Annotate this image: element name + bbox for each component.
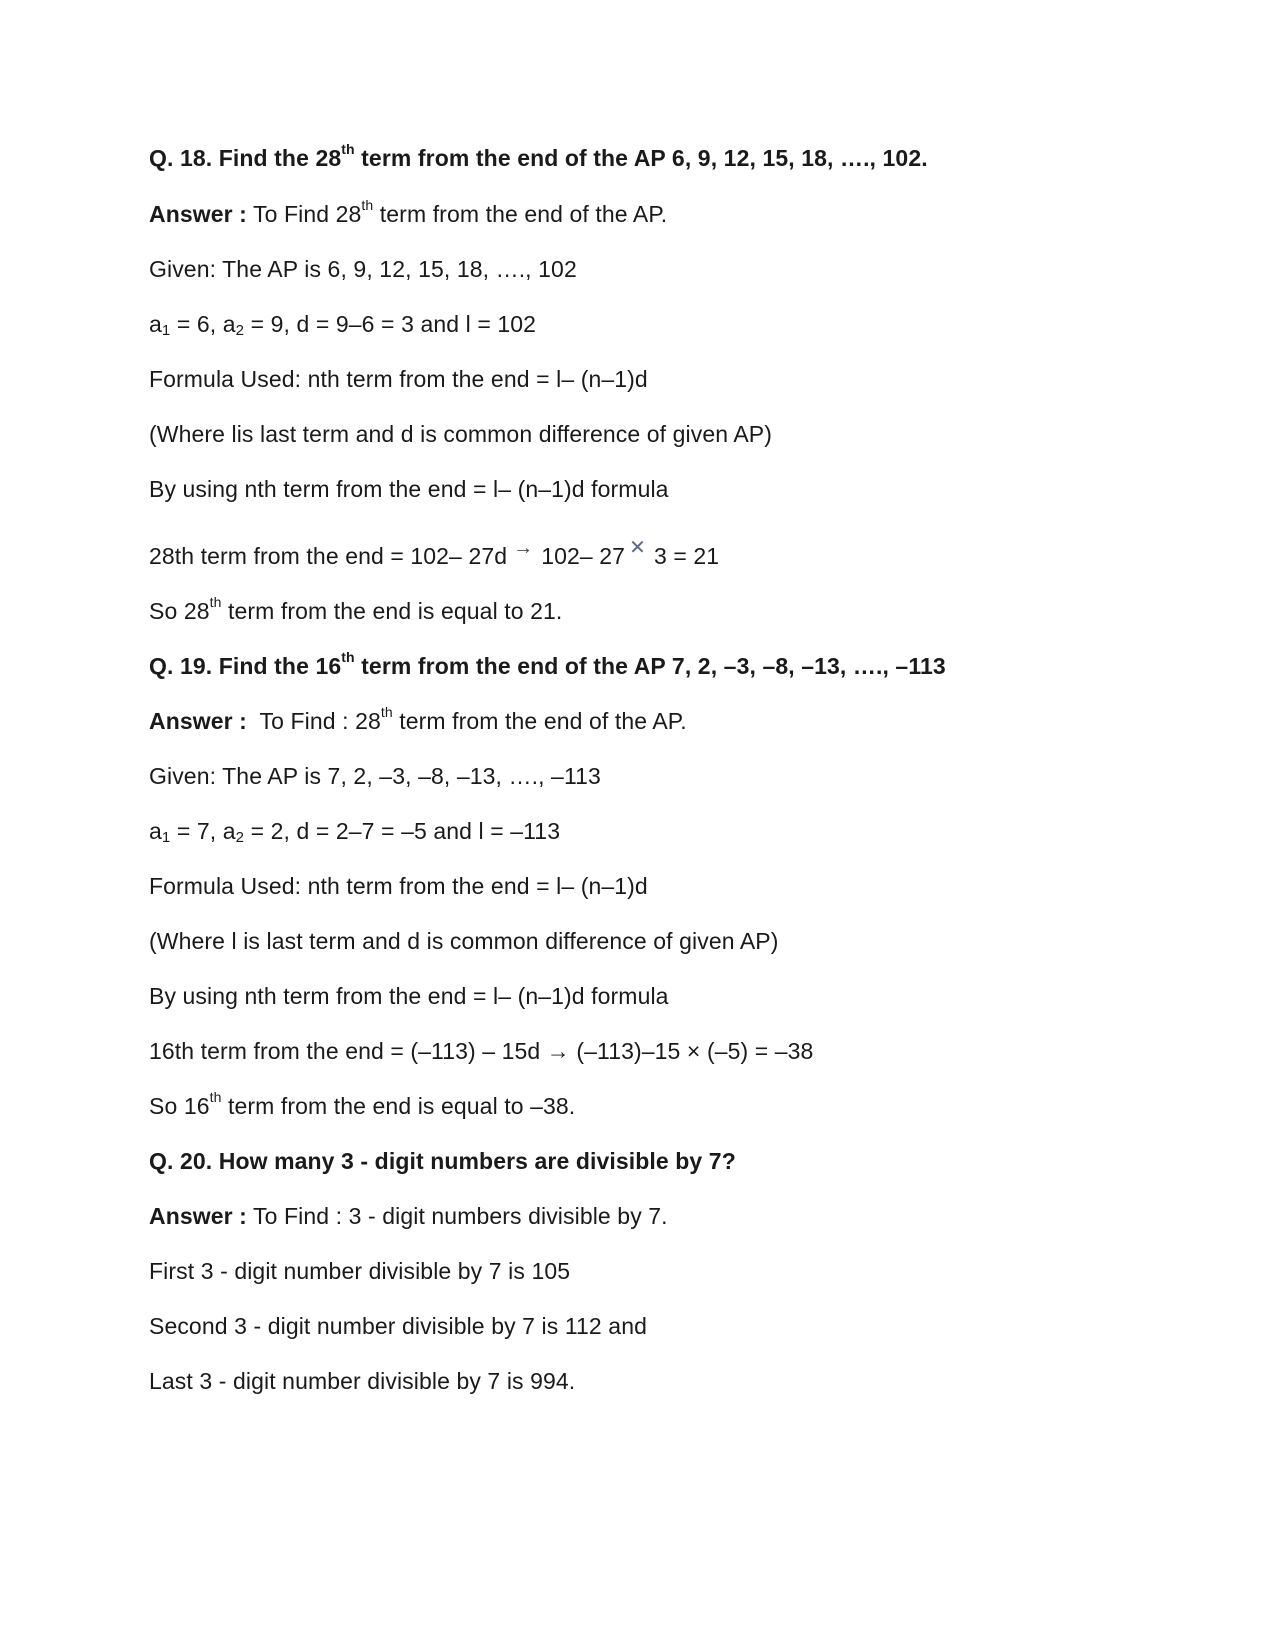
q19-where: (Where l is last term and d is common difference of given AP) [149,928,779,954]
arrow-icon: → [513,537,534,559]
q19-calc: 16th term from the end = (–113) – 15d → (–113)–15 × (–5) = –38 [149,1038,814,1064]
q18-question-sup: th [341,141,355,158]
q20-last: Last 3 - digit number divisible by 7 is 994. [149,1368,576,1394]
q18-terms-sub1: 1 [161,322,171,339]
q18-calc-start: 28th term from the end = 102– 27d [149,543,508,569]
q19-terms-mid: = 7, a [170,818,236,844]
q18-conclusion [149,594,563,625]
q18-answer-rest: term from the end of the AP. [373,201,668,227]
q18-answer-label: Answer : [149,201,247,227]
q20-answer [149,1202,668,1230]
q19-so-sup: th [209,1089,222,1106]
q19-terms-sub1: 1 [161,829,171,846]
q18-terms-sub2: 2 [235,322,245,339]
q18-question-rest: term from the end of the AP 6, 9, 12, 15, 18, …., 102. [354,145,928,171]
q18-question [149,141,928,172]
q19-question [149,649,946,680]
q19-answer-label: Answer : [149,708,247,734]
q19-question-text: Q. 19. Find the 16 [149,653,342,679]
q19-answer [149,704,687,735]
q18-calc-mid: 102– 27 [541,543,626,569]
q18-calc-end: 3 = 21 [653,543,720,569]
q18-so-sup: th [209,594,222,611]
q19-answer-text: To Find : 28 [246,708,381,734]
q18-given: Given: The AP is 6, 9, 12, 15, 18, …., 102 [149,256,577,282]
q19-answer-rest: term from the end of the AP. [392,708,687,734]
q19-terms [149,817,560,845]
q18-answer-sup: th [361,197,374,214]
q20-second: Second 3 - digit number divisible by 7 is 112 and [149,1313,647,1339]
q20-answer-label: Answer : [149,1203,247,1229]
q18-terms [149,310,536,338]
q19-terms-a: a [149,818,162,844]
q19-terms-sub2: 2 [235,829,245,846]
q19-terms-rest: = 2, d = 2–7 = –5 and l = –113 [244,818,561,844]
q18-terms-rest: = 9, d = 9–6 = 3 and l = 102 [244,311,537,337]
q19-formula: Formula Used: nth term from the end = l– (n–1)d [149,873,648,899]
multiply-icon: ✕ [629,537,646,559]
q19-using: By using nth term from the end = l– (n–1)d formula [149,983,669,1009]
q18-so-rest: term from the end is equal to 21. [221,598,563,624]
q18-answer [149,197,668,228]
q18-using: By using nth term from the end = l– (n–1)d formula [149,476,669,502]
q18-answer-text: To Find 28 [246,201,362,227]
q20-question: Q. 20. How many 3 - digit numbers are divisible by 7? [149,1148,736,1174]
q19-question-rest: term from the end of the AP 7, 2, –3, –8, –13, …., –113 [354,653,946,679]
q20-first: First 3 - digit number divisible by 7 is 105 [149,1258,571,1284]
q19-answer-sup: th [380,704,393,721]
q18-terms-a: a [149,311,162,337]
q20-answer-text: To Find : 3 - digit numbers divisible by 7. [246,1203,668,1229]
q19-so-text: So 16 [149,1093,210,1119]
q18-calc [149,537,720,572]
q19-conclusion [149,1089,576,1120]
q18-so-text: So 28 [149,598,210,624]
q18-formula: Formula Used: nth term from the end = l– (n–1)d [149,366,648,392]
q18-question-text: Q. 18. Find the 28 [149,145,342,171]
q19-question-sup: th [341,649,355,666]
q18-terms-mid: = 6, a [170,311,236,337]
q19-given: Given: The AP is 7, 2, –3, –8, –13, …., –113 [149,763,601,789]
q18-where: (Where lis last term and d is common difference of given AP) [149,421,773,447]
q19-so-rest: term from the end is equal to –38. [221,1093,576,1119]
